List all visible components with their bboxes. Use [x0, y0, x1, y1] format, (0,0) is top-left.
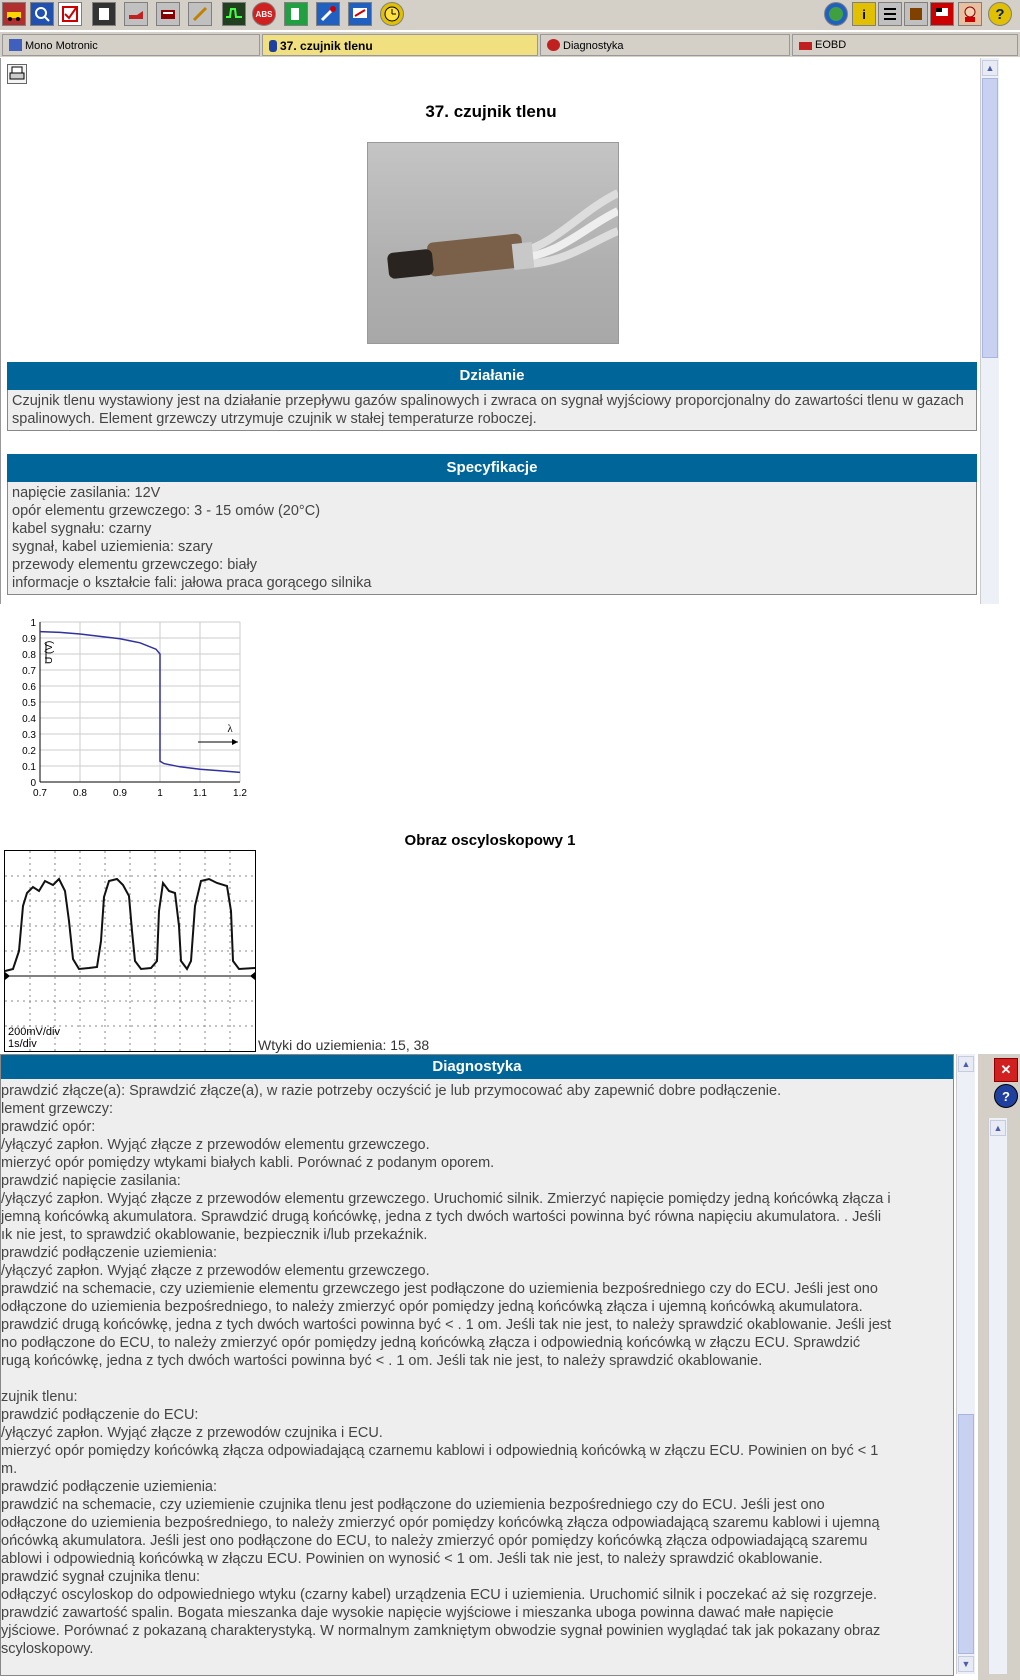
y-tick-label: 0.4: [22, 714, 36, 725]
spec-line: kabel sygnału: czarny: [12, 521, 152, 537]
ground-pins-text: Wtyki do uziemienia: 15, 38: [258, 1037, 430, 1053]
x-tick-label: 1.1: [193, 788, 207, 799]
fuel-icon[interactable]: [284, 2, 308, 26]
diagnostyka-line: odłączone do uziemienia bezpośredniego, to należy zmierzyć opór pomiędzy jedną końcówką złącza i ujemną końcówką akumulatora.: [1, 1299, 863, 1315]
tab-diagnostyka[interactable]: Diagnostyka: [540, 34, 790, 56]
diagnostyka-line: prawdzić podłączenie uziemienia:: [1, 1245, 218, 1261]
monitor-icon: [9, 39, 22, 51]
checklist-icon[interactable]: [58, 2, 82, 26]
stethoscope-icon: [547, 39, 560, 51]
info-icon[interactable]: i: [852, 2, 876, 26]
x-tick-label: 0.9: [113, 788, 127, 799]
diagnostyka-line: prawdzić napięcie zasilania:: [1, 1173, 181, 1189]
battery-icon[interactable]: [156, 2, 180, 26]
x-tick-label: 1.2: [233, 788, 247, 799]
x-tick-label: 0.7: [33, 788, 47, 799]
diagnostyka-line: ablowi i odpowiednią końcówką w złączu ECU. Powinien on wynosić < 1 om. Jeśli tak nie jest, to należy sprawdzić okablowanie.: [1, 1551, 823, 1567]
y-tick-label: 1: [30, 618, 36, 629]
scroll-up-button[interactable]: ▲: [982, 60, 998, 76]
y-tick-label: 0.5: [22, 698, 36, 709]
section-heading: Diagnostyka: [1, 1055, 953, 1079]
flag-icon[interactable]: [930, 2, 954, 26]
monitor-icon[interactable]: [348, 2, 372, 26]
y-tick-label: 0.6: [22, 682, 36, 693]
diagnostyka-line: odłączyć oscyloskop do odpowiedniego wtyku (czarny kabel) urządzenia ECU i uziemienia. Uruchomić silnik i poczekać aż się rozgrzeje.: [1, 1587, 878, 1603]
page-title: 37. czujnik tlenu: [425, 102, 557, 121]
spec-line: przewody elementu grzewczego: biały: [12, 557, 258, 573]
help-icon[interactable]: ?: [994, 1084, 1018, 1108]
book-icon[interactable]: [904, 2, 928, 26]
abs-icon[interactable]: ABS: [252, 2, 276, 26]
diagnostyka-line: ońcówką akumulatora. Jeśli jest ono podłączone do ECU, to należy zmierzyć opór pomiędzy końcówką złącza odpowiadającą szaremu: [1, 1533, 868, 1549]
content-pane: [0, 58, 1003, 604]
main-toolbar: [0, 0, 1020, 30]
spec-list: [7, 482, 977, 595]
spec-line: sygnał, kabel uziemienia: szary: [12, 539, 213, 555]
scope-icon[interactable]: [222, 2, 246, 26]
diagnostyka-line: scyloskopowy.: [1, 1641, 94, 1657]
diagnostyka-line: [1, 1370, 953, 1388]
tab-bar: [0, 31, 1020, 57]
scroll-up-button[interactable]: ▲: [990, 1120, 1006, 1136]
diagnostyka-line: mierzyć opór pomiędzy wtykami białych kabli. Porównać z podanym oporem.: [1, 1155, 495, 1171]
diagnostyka-line: prawdzić podłączenie do ECU:: [1, 1407, 199, 1423]
sensor-photo: [367, 142, 619, 344]
diagnostyka-line: m.: [1, 1461, 18, 1477]
car-icon[interactable]: [2, 2, 26, 26]
section-text: Czujnik tlenu wystawiony jest na działanie przepływu gazów spalinowych i zwraca on sygnał wyjściowy proporcjonalny do zawartości tlenu w gazach spalinowych. Element grzewczy utrzymuje czujnik w stałej temperaturze roboczej.: [7, 390, 977, 431]
y-tick-label: 0.1: [22, 762, 36, 773]
diagnostyka-line: prawdzić na schemacie, czy uziemienie elementu grzewczego jest podłączone do uziemienia bezpośredniego czy do ECU. Jeśli jest ono: [1, 1281, 878, 1297]
user-icon[interactable]: [958, 2, 982, 26]
x-tick-label: 0.8: [73, 788, 87, 799]
time-per-div-label: 1s/div: [8, 1038, 37, 1050]
y-tick-label: 0.2: [22, 746, 36, 757]
lower-scrollbar[interactable]: [956, 1054, 975, 1674]
y-tick-label: 0.7: [22, 666, 36, 677]
spec-line: napięcie zasilania: 12V: [12, 485, 161, 501]
y-tick-label: 0.8: [22, 650, 36, 661]
diagnostyka-line: /yłączyć zapłon. Wyjąć złącze z przewodów elementu grzewczego. Uruchomić silnik. Zmierzyć napięcie pomiędzy jedną końcówką złącza i: [1, 1191, 891, 1207]
person-icon: [269, 40, 277, 52]
diagnostyka-text: [1, 1079, 953, 1658]
y-tick-label: 0: [30, 778, 36, 789]
diagnostyka-line: lement grzewczy:: [1, 1101, 114, 1117]
globe-icon[interactable]: [824, 2, 848, 26]
diagnostyka-line: prawdzić złącze(a): Sprawdzić złącze(a), w razie potrzeby oczyścić je lub przymocować aby zapewnić dobre podłączenie.: [1, 1083, 782, 1099]
diagnostyka-line: mierzyć opór pomiędzy końcówką złącza odpowiadającą czarnemu kablowi i odpowiednią końcówką w złączu ECU. Powinien on być < 1: [1, 1443, 879, 1459]
tab-czujnik-tlenu[interactable]: 37. czujnik tlenu: [262, 34, 538, 56]
diagnostyka-line: jemną końcówką akumulatora. Sprawdzić drugą końcówkę, jedna z tych dwóch wartości powinna być równa napięciu akumulatora. . Jeśli: [1, 1209, 882, 1225]
diagnostyka-line: no podłączone do ECU, to należy zmierzyć opór pomiędzy jedną końcówką złącza i odpowiednią końcówką w złączu ECU. Sprawdzić: [1, 1335, 861, 1351]
diagnostyka-line: ık nie jest, to sprawdzić okablowanie, bezpiecznik i/lub przekaźnik.: [1, 1227, 428, 1243]
x-tick-label: 1: [157, 788, 163, 799]
spec-line: informacje o kształcie fali: jałowa praca gorącego silnika: [12, 575, 372, 591]
tab-mono-motronic[interactable]: Mono Motronic: [2, 34, 260, 56]
diagnostyka-line: /yłączyć zapłon. Wyjąć złącze z przewodów elementu grzewczego.: [1, 1263, 430, 1279]
y-tick-label: 0.9: [22, 634, 36, 645]
side-scrollbar[interactable]: [988, 1118, 1007, 1674]
print-icon[interactable]: [7, 64, 27, 84]
diagnostyka-line: odłączone do uziemienia bezpośredniego, to należy zmierzyć opór pomiędzy końcówką złącza odpowiadającą szaremu kablowi i ujemną: [1, 1515, 880, 1531]
close-icon[interactable]: ✕: [994, 1058, 1018, 1082]
diagnostyka-line: zujnik tlenu:: [1, 1389, 78, 1405]
y-tick-label: 0.3: [22, 730, 36, 741]
diagnostyka-line: yjściowe. Porównać z pokazaną charakterystyką. W normalnym zamkniętym obwodzie sygnał powinien wyglądać tak jak pokazany obraz: [1, 1623, 881, 1639]
section-heading: Specyfikacje: [7, 454, 977, 482]
clock-icon[interactable]: [380, 2, 404, 26]
oscilloscope-screen: [4, 850, 256, 1052]
section-specyfikacje: [7, 454, 977, 595]
volts-per-div-label: 200mV/div: [8, 1026, 60, 1038]
scroll-down-button[interactable]: ▼: [958, 1656, 974, 1672]
diagnostyka-line: prawdzić na schemacie, czy uziemienie czujnika tlenu jest podłączone do uziemienia bezpośredniego czy do ECU. Jeśli jest ono: [1, 1497, 825, 1513]
side-panel: [978, 1054, 1020, 1680]
diagnostyka-line: prawdzić podłączenie uziemienia:: [1, 1479, 218, 1495]
pencil-icon[interactable]: [188, 2, 212, 26]
diagnostyka-panel: [0, 1054, 954, 1676]
help-icon[interactable]: ?: [988, 2, 1012, 26]
diagnostyka-line: rugą końcówkę, jedna z tych dwóch wartości powinna być < . 1 om. Jeśli tak nie jest, to należy sprawdzić okablowanie.: [1, 1353, 763, 1369]
x-axis-label: λ: [227, 723, 233, 735]
diagnostyka-line: prawdzić opór:: [1, 1119, 96, 1135]
diagnostyka-line: /yłączyć zapłon. Wyjąć złącze z przewodów czujnika i ECU.: [1, 1425, 383, 1441]
list-icon[interactable]: [878, 2, 902, 26]
x-axis-arrowhead: [232, 739, 238, 745]
lambda-chart: [0, 612, 260, 812]
section-dzialanie: [7, 362, 977, 431]
scroll-up-button[interactable]: ▲: [958, 1056, 974, 1072]
scroll-thumb[interactable]: [958, 1414, 974, 1654]
section-heading: Działanie: [7, 362, 977, 390]
oil-can-icon[interactable]: [124, 2, 148, 26]
oscilloscope-title: Obraz oscyloskopowy 1: [404, 832, 576, 849]
tab-eobd[interactable]: EOBD: [792, 34, 1018, 56]
scroll-thumb[interactable]: [982, 78, 998, 358]
eobd-icon: [799, 42, 812, 50]
diagnostyka-line: /yłączyć zapłon. Wyjąć złącze z przewodów elementu grzewczego.: [1, 1137, 430, 1153]
spec-line: opór elementu grzewczego: 3 - 15 omów (20°C): [12, 503, 321, 519]
diagnostyka-line: prawdzić sygnał czujnika tlenu:: [1, 1569, 201, 1585]
plug-icon[interactable]: [92, 2, 116, 26]
wrench-icon[interactable]: [316, 2, 340, 26]
search-icon[interactable]: [30, 2, 54, 26]
y-axis-label: U (V): [44, 640, 55, 664]
upper-scrollbar[interactable]: [980, 58, 999, 604]
diagnostyka-line: prawdzić drugą końcówkę, jedna z tych dwóch wartości powinna być < . 1 om. Jeśli tak nie jest, to należy sprawdzić okablowanie. Jeśli jest: [1, 1317, 892, 1333]
diagnostyka-line: prawdzić zawartość spalin. Bogata mieszanka daje wysokie napięcie wyjściowe i mieszanka uboga powinna dawać małe napięcie: [1, 1605, 834, 1621]
